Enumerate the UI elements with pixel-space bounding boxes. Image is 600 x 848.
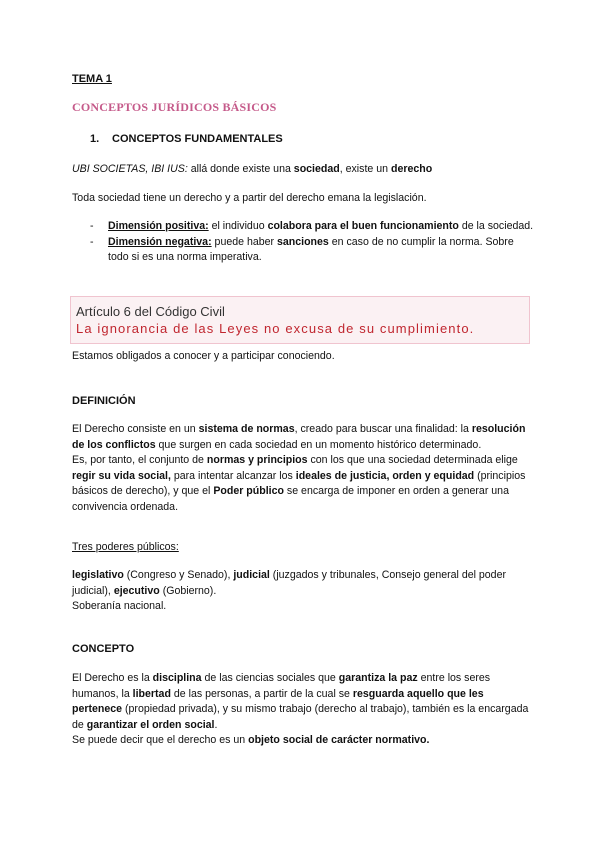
quote-box xyxy=(70,296,530,344)
ubi-societas-line xyxy=(72,162,534,178)
bold-term: derecho xyxy=(390,163,433,175)
bold-term: sistema de normas xyxy=(198,423,295,435)
dimension-list xyxy=(72,219,534,266)
bold-term: garantiza la paz xyxy=(338,672,418,684)
bold-term: resguarda aquello que les pertenece xyxy=(72,687,484,715)
text: con los que una sociedad determinada elige xyxy=(307,454,518,466)
bold-term: garantizar el orden social xyxy=(86,718,215,731)
definicion-paragraph xyxy=(72,422,534,515)
section-heading-1 xyxy=(90,132,552,148)
definicion-heading: DEFINICIÓN xyxy=(72,395,136,407)
dimension-label: Dimensión positiva: xyxy=(108,220,209,232)
text: (Gobierno). xyxy=(159,584,217,597)
poderes-heading: Tres poderes públicos: xyxy=(72,541,179,553)
poderes-paragraph xyxy=(72,568,534,615)
bold-term: regir su vida social, xyxy=(72,469,171,482)
text: , creado para buscar una finalidad: la xyxy=(294,423,472,435)
dimension-label: Dimensión negativa: xyxy=(108,235,212,248)
text: el individuo xyxy=(208,220,268,232)
bold-term: ejecutivo xyxy=(113,584,160,597)
text: de la sociedad. xyxy=(458,220,534,232)
bold-term: objeto social de carácter normativo. xyxy=(248,734,430,746)
text: entre los seres humanos, la xyxy=(72,672,491,700)
dash-marker: - xyxy=(90,235,94,248)
text: puede haber xyxy=(211,235,277,248)
text: El Derecho consiste en un xyxy=(72,423,199,435)
bold-term: colabora para el buen funcionamiento xyxy=(267,220,459,232)
bold-term: legislativo xyxy=(72,569,124,581)
text: de las personas, a partir de la cual se xyxy=(170,687,353,700)
quote-source: Artículo 6 del Código Civil xyxy=(76,304,225,319)
text: de las ciencias sociales que xyxy=(201,672,339,684)
section-label: CONCEPTOS FUNDAMENTALES xyxy=(112,133,283,145)
text: Es, por tanto, el conjunto de xyxy=(72,454,207,466)
text: en caso de no cumplir la norma. Sobre todo si es una norma imperativa. xyxy=(108,235,514,263)
quote-text: La ignorancia de las Leyes no excusa de su cumplimiento. xyxy=(76,321,475,336)
concepto-heading: CONCEPTO xyxy=(72,643,135,655)
bold-term: sociedad xyxy=(293,163,340,175)
soberania-text: Soberanía nacional. xyxy=(72,600,167,612)
list-item xyxy=(72,235,534,266)
section-number: 1. xyxy=(90,133,100,145)
text: (juzgados y tribunales, Consejo general del poder judicial), xyxy=(72,569,506,597)
paragraph-toda-sociedad: Toda sociedad tiene un derecho y a partir del derecho emana la legislación. xyxy=(72,192,427,204)
bold-term: Poder público xyxy=(213,485,284,497)
dash-marker: - xyxy=(90,220,94,232)
text: allá donde existe una xyxy=(187,163,294,175)
text: para intentar alcanzar los xyxy=(170,469,296,482)
bold-term: judicial xyxy=(233,569,270,581)
text: que surgen en cada sociedad en un momento histórico determinado. xyxy=(155,438,482,451)
text: se encarga de imponer en orden a generar una convivencia ordenada. xyxy=(72,485,509,513)
bold-term: ideales de justicia, orden y equidad xyxy=(295,469,475,482)
list-item xyxy=(72,219,534,235)
page-title: CONCEPTOS JURÍDICOS BÁSICOS xyxy=(72,100,277,114)
latin-maxim: UBI SOCIETAS, IBI IUS: xyxy=(72,163,188,175)
text: , existe un xyxy=(339,163,391,175)
bold-term: libertad xyxy=(132,687,171,700)
bold-term: disciplina xyxy=(152,672,202,684)
text: (Congreso y Senado), xyxy=(123,569,234,581)
text: Se puede decir que el derecho es un xyxy=(72,734,249,746)
text: (principios básicos de derecho), y que el xyxy=(72,469,526,497)
bold-term: normas y principios xyxy=(206,454,308,466)
concepto-paragraph xyxy=(72,671,534,749)
text: (propiedad privada), y su mismo trabajo (derecho al trabajo), también es la encargada de xyxy=(72,703,529,731)
text: . xyxy=(214,718,218,731)
bold-term: sanciones xyxy=(277,235,329,248)
tema-label: TEMA 1 xyxy=(72,73,112,85)
bold-term: resolución de los conflictos xyxy=(72,423,526,451)
paragraph-estamos: Estamos obligados a conocer y a participar conociendo. xyxy=(72,350,335,362)
text: El Derecho es la xyxy=(72,672,153,684)
